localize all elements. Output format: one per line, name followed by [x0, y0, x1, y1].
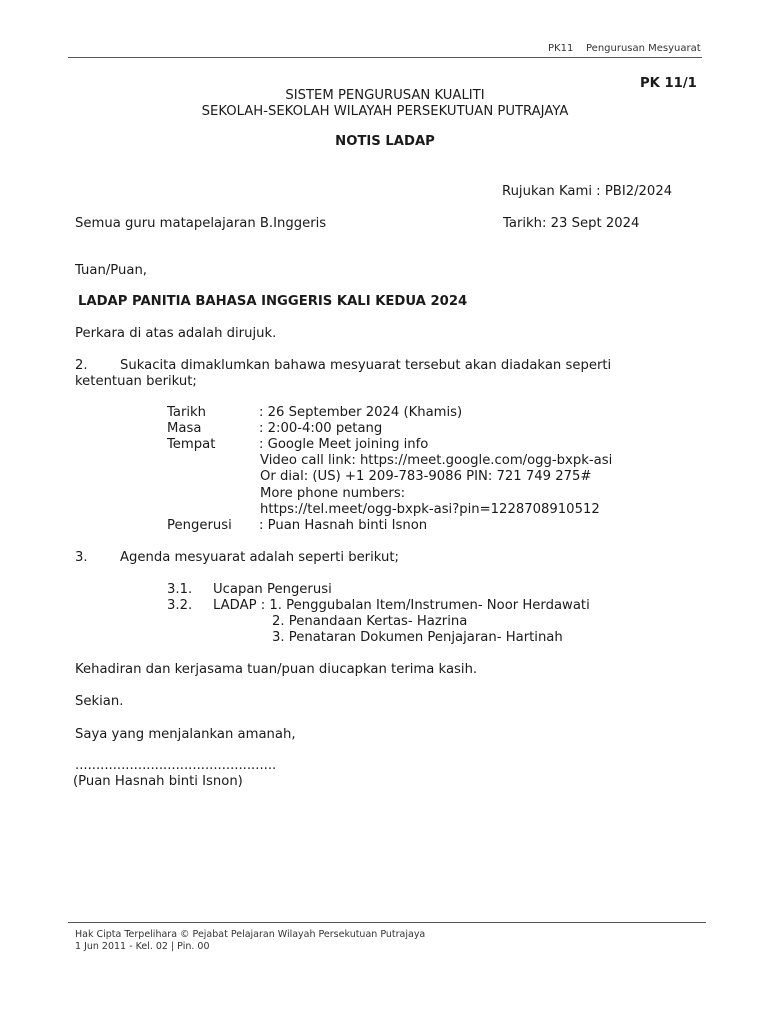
- signatory-name: (Puan Hasnah binti Isnon): [73, 774, 243, 789]
- detail-dial-in: Or dial: (US) +1 209-783-9086 PIN: 721 749 275#: [260, 469, 592, 484]
- header-code: PK11: [548, 43, 574, 54]
- agenda-sub-item-3: 3. Penataran Dokumen Penjajaran- Hartinah: [272, 630, 563, 645]
- subject: LADAP PANITIA BAHASA INGGERIS KALI KEDUA 2024: [78, 294, 468, 309]
- detail-value-pengerusi: : Puan Hasnah binti Isnon: [259, 518, 428, 533]
- detail-more-numbers: More phone numbers:: [260, 486, 406, 501]
- detail-label-masa: Masa: [167, 421, 202, 436]
- reference-number: Rujukan Kami : PBI2/2024: [502, 184, 673, 199]
- signature-line: ................................................: [75, 758, 277, 773]
- closing-amanah: Saya yang menjalankan amanah,: [75, 727, 296, 742]
- paragraph-3-text: Agenda mesyuarat adalah seperti berikut;: [120, 550, 399, 565]
- system-title-line2: SEKOLAH-SEKOLAH WILAYAH PERSEKUTUAN PUTRAJAYA: [201, 104, 569, 119]
- agenda-item-1-text: Ucapan Pengerusi: [213, 582, 332, 597]
- footer-copyright: Hak Cipta Terpelihara © Pejabat Pelajaran Wilayah Persekutuan Putrajaya: [75, 929, 426, 940]
- agenda-item-2-text: LADAP : 1. Penggubalan Item/Instrumen- Noor Herdawati: [213, 598, 590, 613]
- detail-value-masa: : 2:00-4:00 petang: [259, 421, 383, 436]
- paragraph-2-line1: Sukacita dimaklumkan bahawa mesyuarat tersebut akan diadakan seperti: [120, 358, 612, 373]
- header-rule: [68, 57, 702, 58]
- paragraph-2-number: 2.: [75, 358, 88, 373]
- detail-label-tarikh: Tarikh: [167, 405, 207, 420]
- paragraph-3-number: 3.: [75, 550, 88, 565]
- agenda-sub-item-2: 2. Penandaan Kertas- Hazrina: [272, 614, 468, 629]
- system-title-line1: SISTEM PENGURUSAN KUALITI: [285, 88, 485, 103]
- header-title: Pengurusan Mesyuarat: [586, 43, 701, 54]
- letter-date: Tarikh: 23 Sept 2024: [503, 216, 640, 231]
- footer-rule: [68, 922, 706, 923]
- salutation: Tuan/Puan,: [75, 263, 148, 278]
- detail-value-tempat: : Google Meet joining info: [259, 437, 429, 452]
- detail-label-tempat: Tempat: [167, 437, 216, 452]
- agenda-item-2-number: 3.2.: [167, 598, 193, 613]
- closing-thanks: Kehadiran dan kerjasama tuan/puan diucapkan terima kasih.: [75, 662, 478, 677]
- recipient: Semua guru matapelajaran B.Inggeris: [75, 216, 327, 231]
- agenda-item-1-number: 3.1.: [167, 582, 193, 597]
- detail-value-tarikh: : 26 September 2024 (Khamis): [259, 405, 463, 420]
- closing-sekian: Sekian.: [75, 694, 124, 709]
- paragraph-2-line2: ketentuan berikut;: [75, 374, 197, 389]
- paragraph-1: Perkara di atas adalah dirujuk.: [75, 326, 277, 341]
- footer-version: 1 Jun 2011 - Kel. 02 | Pin. 00: [75, 941, 210, 952]
- notice-title: NOTIS LADAP: [335, 134, 435, 149]
- form-number: PK 11/1: [640, 76, 697, 91]
- detail-video-link: Video call link: https://meet.google.com/ogg-bxpk-asi: [260, 453, 613, 468]
- detail-phone-link: https://tel.meet/ogg-bxpk-asi?pin=1228708910512: [260, 502, 600, 517]
- detail-label-pengerusi: Pengerusi: [167, 518, 232, 533]
